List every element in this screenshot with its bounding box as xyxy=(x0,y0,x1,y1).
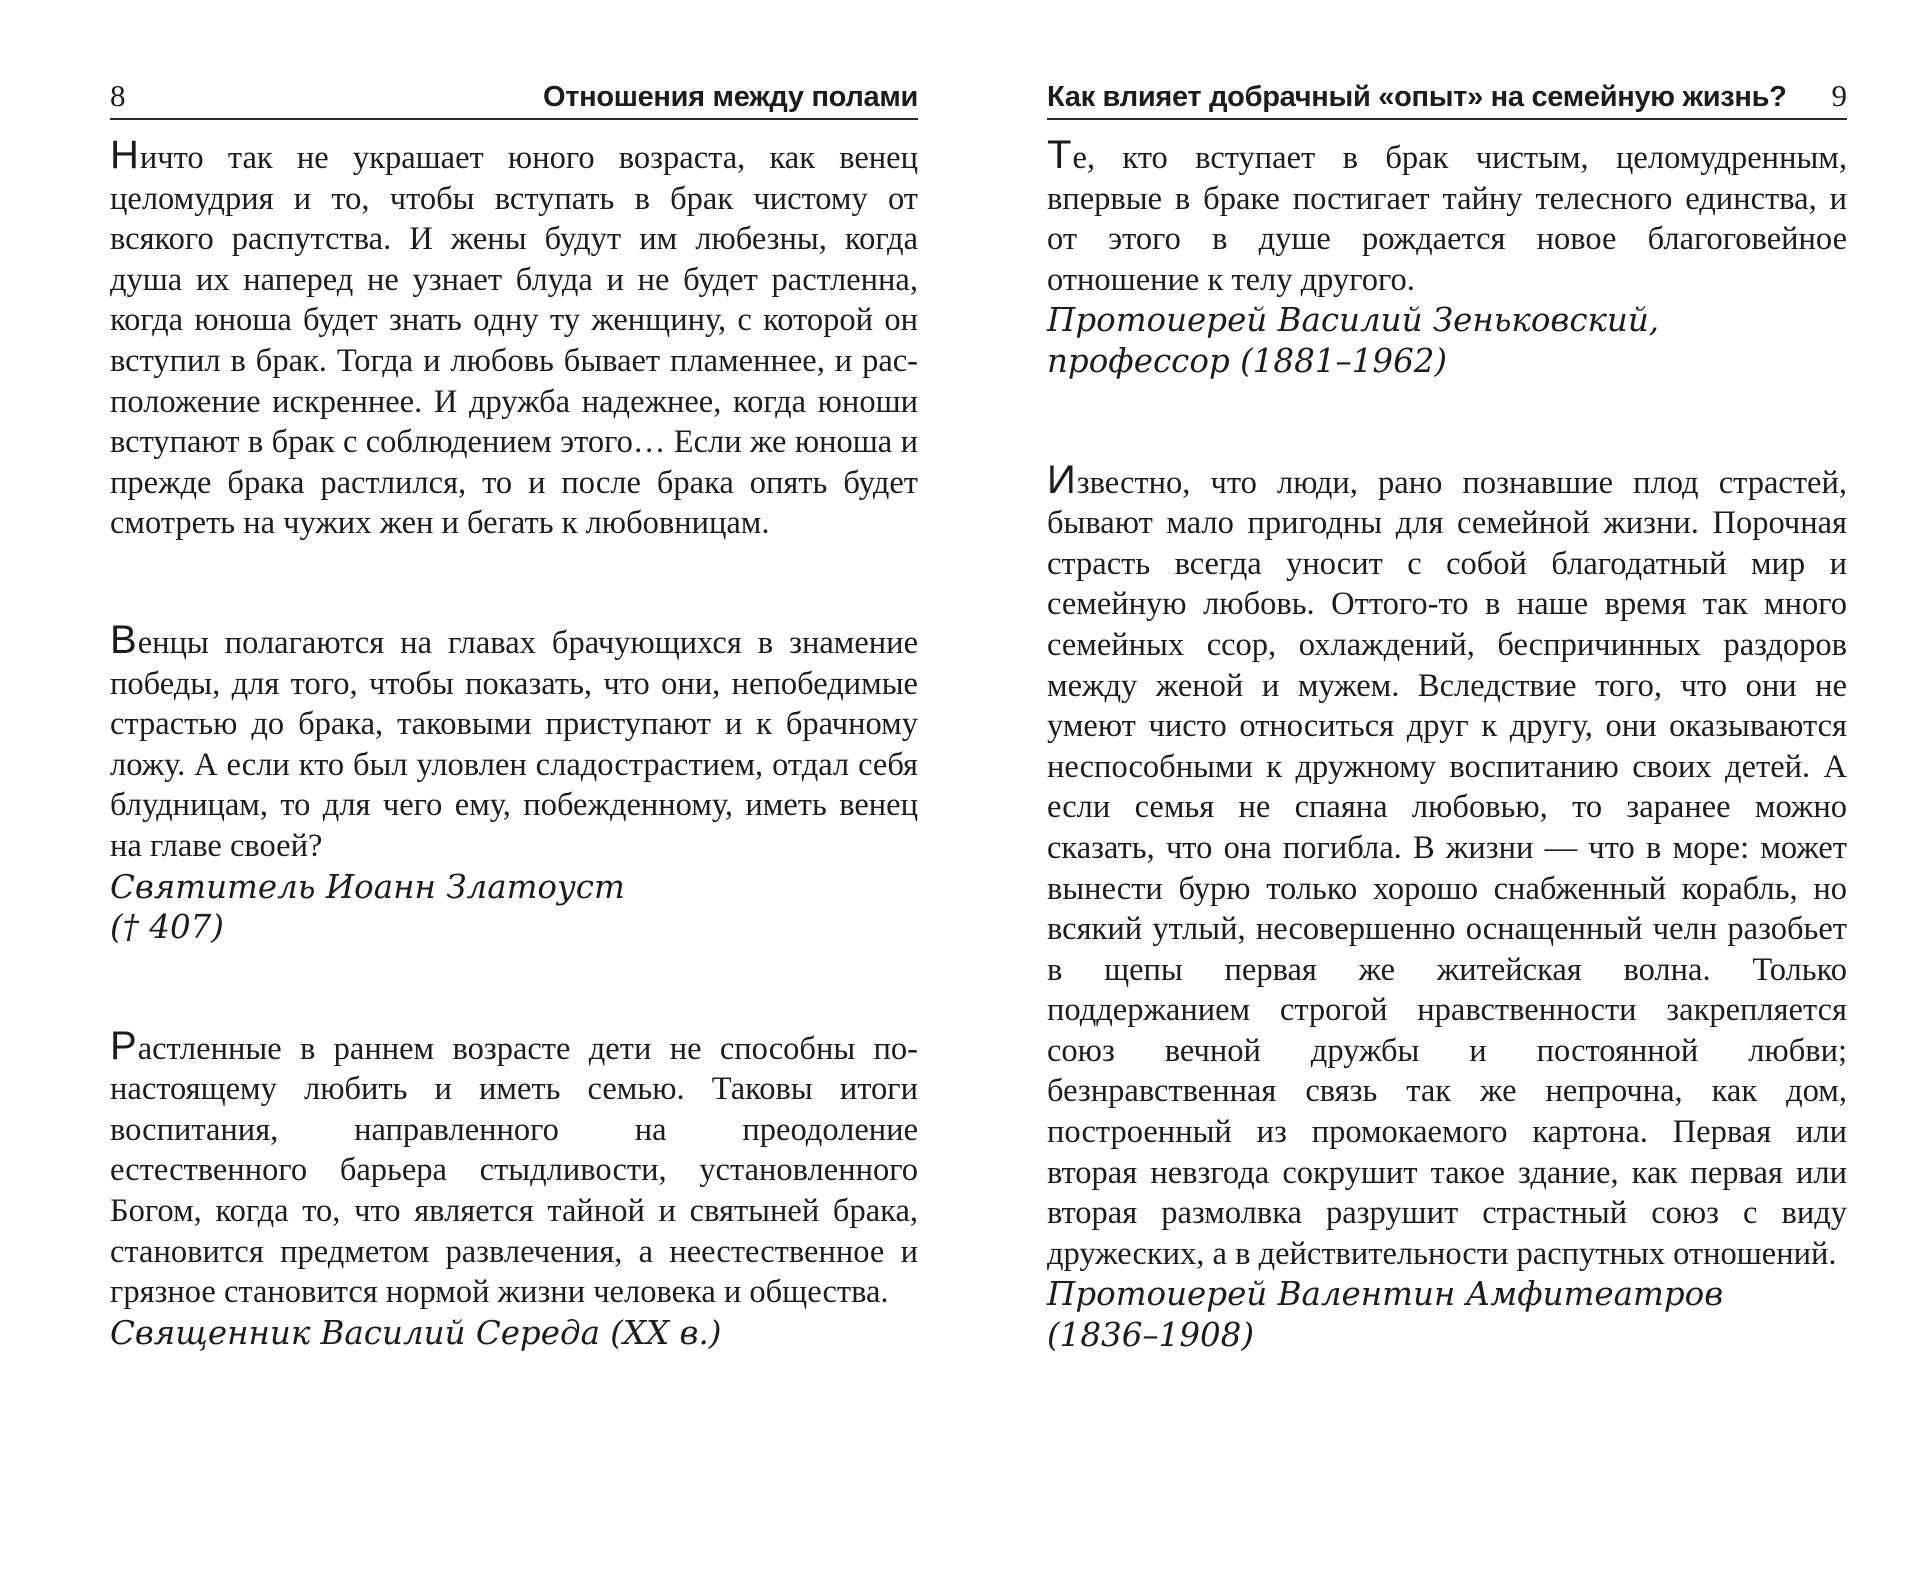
quote-body: звестно, что люди, рано познавшие плод страстей, бывают мало пригодны для семейной жизни. Порочная страсть всегда уносит с собой благодатный мир и семейную любовь. Оттого-то в наше время так много семейных ссор, охлаждений, беспричинных раздоров между женой и мужем. Вследствие того, что они не умеют чисто относиться друг к другу, они оказываются неспособными к дружному воспитанию своих детей. А если семья не спаяна любовью, то заранее можно сказать, что она погибла. В жизни — что в море: может вынести бурю только хорошо снабженный корабль, но всякий утлый, несовершенно оснащенный челн разобьет в щепы первая же житейская волна. Только поддержанием строгой нравственности закрепляется союз вечной дружбы и постоянной любви; безнравственная связь так же непрочна, как дом, построенный из промокаемого картона. Первая или вторая невзгода сокрушит такое здание, как первая или вторая размолвка разрушит страстный союз с виду дружеских, а в действительности распутных отношений. xyxy=(1047,464,1847,1272)
quote-text xyxy=(110,135,918,544)
quote-attribution-date: профессор (1881–1962) xyxy=(1047,341,1448,380)
quote-attribution: Протоиерей Валентин Амфитеатров xyxy=(1047,1275,1724,1314)
quote-attribution: Святитель Иоанн Златоуст xyxy=(110,867,625,906)
section-title: Как влияет добрачный «опыт» на семейную жизнь? xyxy=(1047,81,1787,113)
drop-cap: В xyxy=(110,617,138,662)
quote-block xyxy=(1047,135,1847,382)
running-head xyxy=(1047,74,1847,120)
right-page xyxy=(961,0,1922,1593)
page-body xyxy=(1047,135,1847,1356)
section-title: Отношения между полами xyxy=(542,81,918,113)
quote-text xyxy=(1047,457,1847,1275)
page-number: 9 xyxy=(1831,78,1847,113)
quote-body: е, кто вступает в брак чистым, целомудренным, впервые в браке постигает тайну телесного единства, и от этого в душе рождается новое благоговейное отношение к телу другого. xyxy=(1047,140,1847,298)
quote-text xyxy=(1047,135,1847,300)
quote-attribution: Священник Василий Середа (XX в.) xyxy=(110,1313,722,1352)
quote-body: ичто так не украшает юного возраста, как венец целомудрия и то, чтобы вступать в брак чистому от всякого распутства. И жены будут им любезны, когда душа их наперед не узнает блуда и не будет растленна, когда юноша будет знать одну ту женщину, с которой он вступил в брак. Тогда и любовь бывает пламеннее, и расположение искреннее. И дружба надежнее, когда юноши вступают в брак с соблюдением этого… Если же юноша и прежде брака растлился, то и после брака опять будет смотреть на чужих жен и бегать к любовницам. xyxy=(110,140,918,542)
quote-body: енцы полагаются на главах брачующихся в знамение победы, для того, чтобы показать, что они, непобедимые страстью до брака, таковыми приступают и к брачному ложу. А если кто был уловлен сладострастием, отдал себя блудницам, то для чего ему, побежденному, иметь венец на главе своей? xyxy=(110,624,918,864)
page-number: 8 xyxy=(110,78,126,113)
drop-cap: Р xyxy=(110,1023,138,1068)
quote-text xyxy=(110,1023,918,1313)
quote-body: астленные в раннем возрасте дети не способны по-настоящему любить и иметь семью. Таковы итоги воспитания, направленного на преодоление естественного барьера стыдливости, установленного Богом, когда то, что является тайной и святыней брака, становится предметом развлечения, а неестественное и грязное становится нормой жизни человека и общества. xyxy=(110,1030,918,1311)
quote-attribution-date: († 407) xyxy=(110,908,224,947)
drop-cap: Т xyxy=(1047,133,1073,177)
quote-text xyxy=(110,617,918,867)
quote-attribution-date: (1836–1908) xyxy=(1047,1316,1255,1355)
quote-block xyxy=(1047,457,1847,1356)
page-body xyxy=(110,135,918,1353)
quote-attribution: Протоиерей Василий Зеньковский, xyxy=(1047,301,1660,340)
quote-block xyxy=(110,617,918,948)
running-head xyxy=(110,74,918,120)
drop-cap: Н xyxy=(110,133,140,177)
quote-block xyxy=(110,1023,918,1354)
drop-cap: И xyxy=(1047,457,1077,502)
quote-block xyxy=(110,135,918,544)
